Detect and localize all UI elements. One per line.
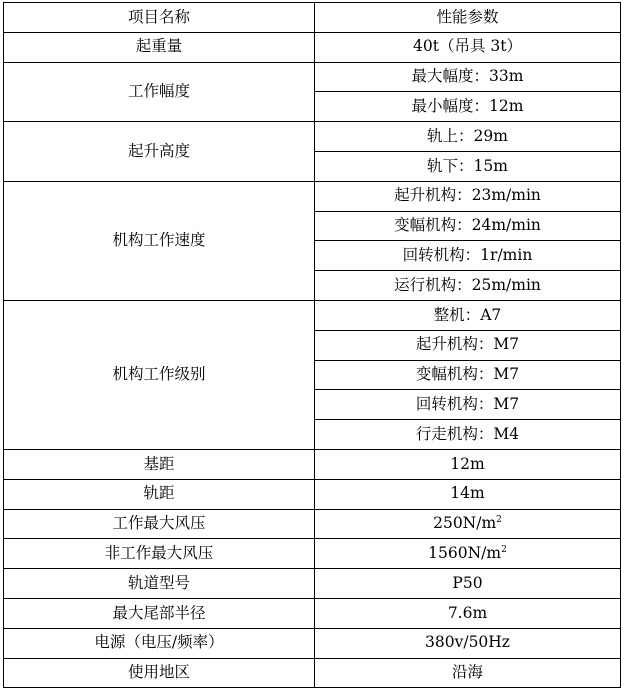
row-value [315, 509, 621, 539]
table-row [4, 32, 621, 62]
row-label: 机构工作速度 [4, 181, 315, 300]
row-label: 非工作最大风压 [4, 539, 315, 569]
table-header-row [4, 3, 621, 33]
table-row [4, 62, 621, 92]
spec-table [3, 2, 621, 688]
unit-superscript: 2 [496, 515, 502, 526]
row-value: 运行机构：25m/min [315, 271, 621, 301]
header-performance: 性能参数 [315, 3, 621, 33]
table-row [4, 628, 621, 658]
table-row [4, 539, 621, 569]
row-label: 电源（电压/频率） [4, 628, 315, 658]
row-value: 起升机构：23m/min [315, 181, 621, 211]
table-row [4, 449, 621, 479]
table-row [4, 300, 621, 330]
table-row [4, 122, 621, 152]
table-row [4, 509, 621, 539]
row-value: 变幅机构：24m/min [315, 211, 621, 241]
table-row [4, 181, 621, 211]
row-value: 最大幅度：33m [315, 62, 621, 92]
value-text: 1560N/m [428, 543, 502, 562]
row-label: 基距 [4, 449, 315, 479]
row-label: 轨道型号 [4, 569, 315, 599]
row-value: 最小幅度：12m [315, 92, 621, 122]
table-row [4, 658, 621, 688]
row-value: 沿海 [315, 658, 621, 688]
row-value: P50 [315, 569, 621, 599]
row-label: 起重量 [4, 32, 315, 62]
row-value: 轨下：15m [315, 151, 621, 181]
row-label: 起升高度 [4, 122, 315, 182]
row-label: 轨距 [4, 479, 315, 509]
row-value: 40t（吊具 3t） [315, 32, 621, 62]
row-label: 使用地区 [4, 658, 315, 688]
table-row [4, 569, 621, 599]
row-value: 变幅机构：M7 [315, 360, 621, 390]
row-value: 380v/50Hz [315, 628, 621, 658]
row-value: 整机：A7 [315, 300, 621, 330]
table-row [4, 598, 621, 628]
row-label: 最大尾部半径 [4, 598, 315, 628]
row-value: 行走机构：M4 [315, 420, 621, 450]
row-value [315, 539, 621, 569]
row-value: 12m [315, 449, 621, 479]
row-label: 工作最大风压 [4, 509, 315, 539]
header-item: 项目名称 [4, 3, 315, 33]
row-label: 工作幅度 [4, 62, 315, 122]
row-label: 机构工作级别 [4, 300, 315, 449]
unit-superscript: 2 [501, 544, 507, 555]
row-value: 起升机构：M7 [315, 330, 621, 360]
table-row [4, 479, 621, 509]
row-value: 回转机构：M7 [315, 390, 621, 420]
row-value: 轨上：29m [315, 122, 621, 152]
value-text: 250N/m [433, 514, 497, 533]
row-value: 回转机构：1r/min [315, 241, 621, 271]
row-value: 14m [315, 479, 621, 509]
row-value: 7.6m [315, 598, 621, 628]
